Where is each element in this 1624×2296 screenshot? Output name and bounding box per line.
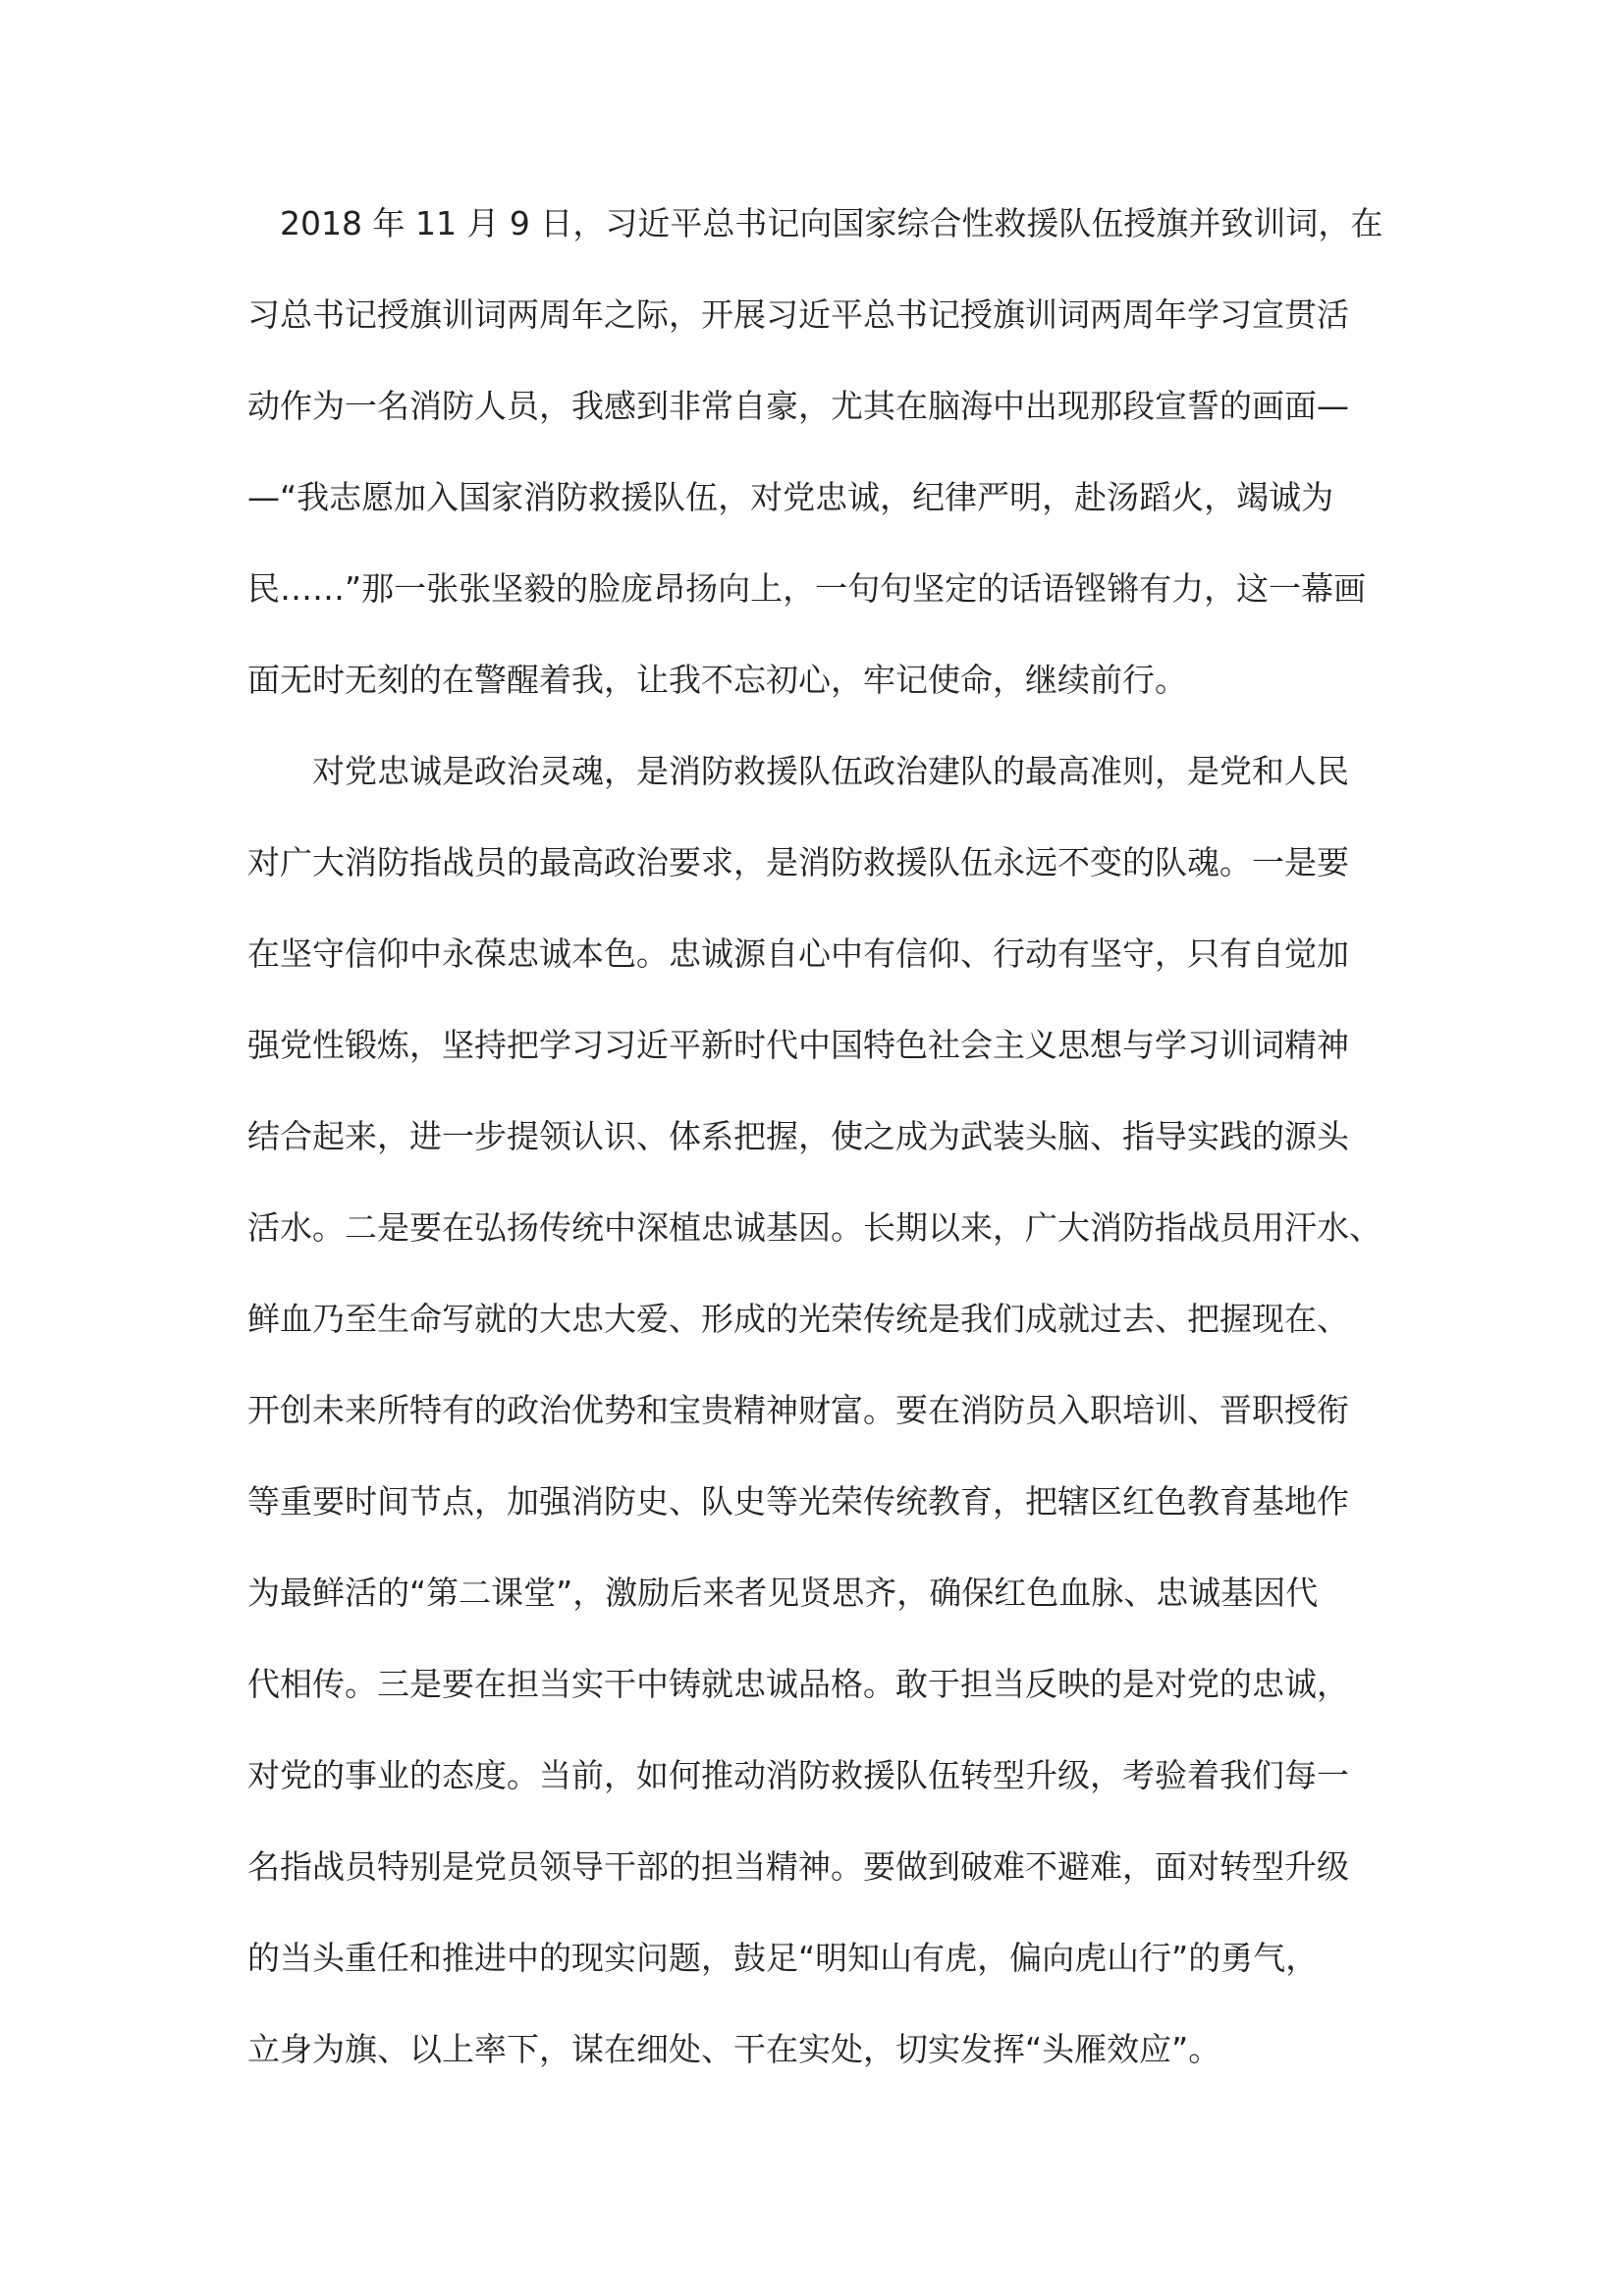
paragraph-2-line-5: 结合起来，进一步提领认识、体系把握，使之成为武装头脑、指导实践的源头: [247, 1117, 1349, 1155]
paragraph-1-line-5: 民……”那一张张坚毅的脸庞昂扬向上，一句句坚定的话语铿锵有力，这一幕画: [247, 569, 1367, 608]
paragraph-1-line-6: 面无时无刻的在警醒着我，让我不忘初心，牢记使命，继续前行。: [247, 661, 1187, 699]
paragraph-1-line-4: —“我志愿加入国家消防救援队伍，对党忠诚，纪律严明，赴汤蹈火，竭诚为: [247, 478, 1334, 516]
paragraph-1-line-1: 2018 年 11 月 9 日，习近平总书记向国家综合性救援队伍授旗并致训词，在: [280, 204, 1383, 242]
paragraph-2-line-12: 对党的事业的态度。当前，如何推动消防救援队伍转型升级，考验着我们每一: [247, 1756, 1349, 1794]
document-body: [247, 192, 1383, 2109]
paragraph-2-line-7: 鲜血乃至生命写就的大忠大爱、形成的光荣传统是我们成就过去、把握现在、: [247, 1300, 1349, 1338]
paragraph-2-line-9: 等重要时间节点，加强消防史、队史等光荣传统教育，把辖区红色教育基地作: [247, 1482, 1349, 1521]
paragraph-2-line-10: 为最鲜活的“第二课堂”，激励后来者见贤思齐，确保红色血脉、忠诚基因代: [247, 1574, 1319, 1612]
paragraph-2-line-2: 对广大消防指战员的最高政治要求，是消防救援队伍永远不变的队魂。一是要: [247, 843, 1349, 881]
paragraph-2-line-3: 在坚守信仰中永葆忠诚本色。忠诚源自心中有信仰、行动有坚守，只有自觉加: [247, 934, 1349, 973]
paragraph-2-line-14: 的当头重任和推进中的现实问题，鼓足“明知山有虎，偏向虎山行”的勇气，: [247, 1939, 1319, 1977]
paragraph-1-line-3: 动作为一名消防人员，我感到非常自豪，尤其在脑海中出现那段宣誓的画面—: [247, 387, 1349, 425]
paragraph-2-line-4: 强党性锻炼，坚持把学习习近平新时代中国特色社会主义思想与学习训词精神: [247, 1026, 1349, 1064]
paragraph-2-line-8: 开创未来所特有的政治优势和宝贵精神财富。要在消防员入职培训、晋职授衔: [247, 1391, 1349, 1429]
paragraph-2-line-15: 立身为旗、以上率下，谋在细处、干在实处，切实发挥“头雁效应”。: [247, 2030, 1221, 2068]
paragraph-2-line-11: 代相传。三是要在担当实干中铸就忠诚品格。敢于担当反映的是对党的忠诚，: [247, 1665, 1349, 1703]
paragraph-2-line-6: 活水。二是要在弘扬传统中深植忠诚基因。长期以来，广大消防指战员用汗水、: [247, 1208, 1381, 1247]
paragraph-2-line-1: 对党忠诚是政治灵魂，是消防救援队伍政治建队的最高准则，是党和人民: [312, 752, 1349, 790]
paragraph-2-line-13: 名指战员特别是党员领导干部的担当精神。要做到破难不避难，面对转型升级: [247, 1847, 1349, 1886]
paragraph-1-line-2: 习总书记授旗训词两周年之际，开展习近平总书记授旗训词两周年学习宣贯活: [247, 295, 1349, 334]
